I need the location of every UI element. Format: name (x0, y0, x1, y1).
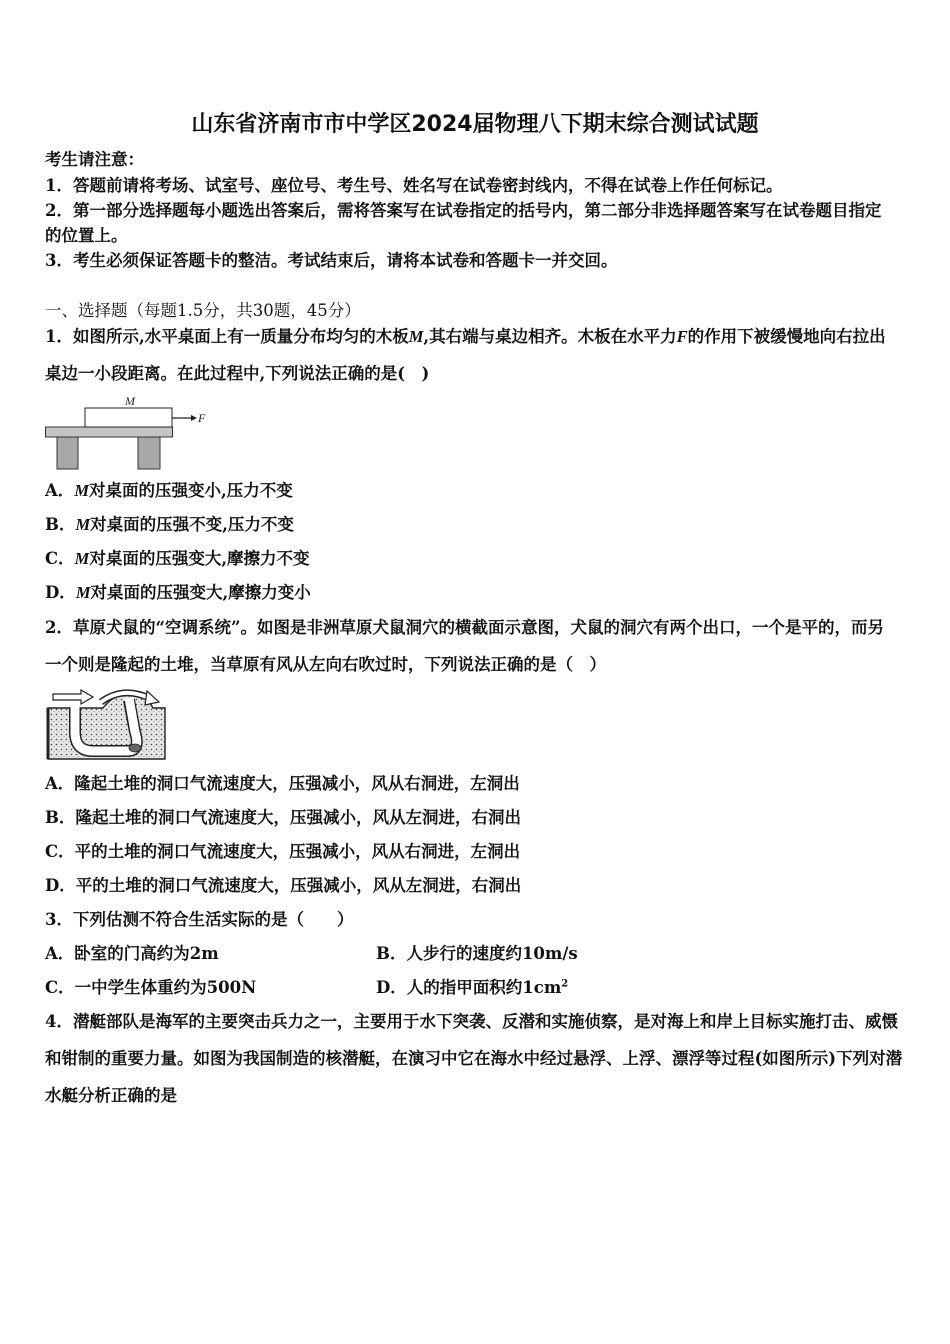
q1-option-d (45, 583, 311, 603)
wind-arrow-curved-head-icon (145, 691, 159, 705)
q1-stem-part-a: 1．如图所示,水平桌面上有一质量分布均匀的木板 (45, 327, 409, 346)
q4-stem-line-2: 和钳制的重要力量。如图为我国制造的核潜艇，在演习中它在海水中经过悬浮、上浮、漂浮等过程(如图所示)下列对潜 (45, 1049, 903, 1068)
q1-stem-part-c: 的作用下被缓慢地向右拉出 (687, 327, 886, 346)
q1-option-b-text: 对桌面的压强不变,压力不变 (90, 515, 294, 534)
q3-stem: 3．下列估测不符合生活实际的是（ ） (45, 910, 354, 929)
q3-option-b: B．人步行的速度约10m/s (376, 944, 578, 963)
board-label: M (125, 395, 135, 408)
q3-option-d-superscript: 2 (561, 978, 569, 990)
q3-option-c: C．一中学生体重约为500N (45, 978, 257, 997)
q1-stem-line-2: 桌边一小段距离。在此过程中,下列说法正确的是( ) (45, 364, 430, 383)
q1-option-a-var: M (74, 481, 89, 500)
q1-figure-table-board (45, 395, 210, 471)
wind-arrow-left-icon (53, 690, 93, 704)
q1-option-d-key: D． (45, 583, 76, 602)
wooden-board (85, 408, 172, 427)
q2-figure-burrow (45, 688, 169, 762)
q2-stem-line-2: 一个则是隆起的土堆，当草原有风从左向右吹过时，下列说法正确的是（ ） (45, 655, 606, 674)
table-leg-right (138, 437, 160, 469)
q4-stem-line-3: 水艇分析正确的是 (45, 1086, 177, 1105)
q1-option-a-key: A． (45, 481, 75, 500)
q1-option-c (45, 549, 310, 569)
prairie-dog-icon (129, 744, 141, 752)
q1-stem-part-b: ,其右端与桌边相齐。木板在水平力 (423, 327, 677, 346)
force-label: F (198, 411, 206, 425)
q3-option-d-text: D．人的指甲面积约1cm (376, 978, 562, 997)
q1-option-a-text: 对桌面的压强变小,压力不变 (88, 481, 293, 500)
force-arrow-head (191, 415, 197, 421)
q2-stem-line-1: 2．草原犬鼠的“空调系统”。如图是非洲草原犬鼠洞穴的横截面示意图，犬鼠的洞穴有两个出口，一个是平的，而另 (45, 618, 884, 637)
q1-option-b (45, 515, 294, 535)
q1-option-b-var: M (75, 515, 91, 534)
q2-option-c: C．平的土堆的洞口气流速度大，压强减小，风从右洞进，左洞出 (45, 842, 521, 861)
notice-line-3: 3．考生必须保证答题卡的整洁。考试结束后，请将本试卷和答题卡一并交回。 (45, 251, 618, 270)
q1-option-c-text: 对桌面的压强变大,摩擦力不变 (89, 549, 310, 568)
page-title: 山东省济南市市中学区2024届物理八下期末综合测试试题 (191, 112, 759, 137)
q1-var-m: M (408, 327, 424, 346)
q3-option-d (376, 978, 568, 998)
notice-line-2b: 的位置上。 (45, 226, 128, 245)
notice-line-1: 1．答题前请将考场、试室号、座位号、考生号、姓名写在试卷密封线内，不得在试卷上作任何标记。 (45, 176, 783, 195)
notice-heading: 考生请注意： (45, 150, 144, 169)
q3-option-a: A．卧室的门高约为2m (45, 944, 219, 963)
section-heading: 一、选择题（每题1.5分，共30题，45分） (45, 301, 361, 320)
q1-option-a (45, 481, 293, 501)
q1-option-c-var: M (74, 549, 90, 568)
q2-option-b: B．隆起土堆的洞口气流速度大，压强减小，风从左洞进，右洞出 (45, 808, 521, 827)
q4-stem-line-1: 4．潜艇部队是海军的主要突击兵力之一，主要用于水下突袭、反潜和实施侦察，是对海上和岸上目标实施打击、威慑 (45, 1012, 898, 1031)
q1-var-f: F (676, 327, 688, 346)
q1-option-c-key: C． (45, 549, 75, 568)
table-leg-left (57, 437, 78, 469)
q1-stem-line-1 (45, 327, 886, 347)
q1-option-b-key: B． (45, 515, 76, 534)
q1-option-d-var: M (75, 583, 91, 602)
notice-line-2a: 2．第一部分选择题每小题选出答案后，需将答案写在试卷指定的括号内，第二部分非选择题答案写在试卷题目指定 (45, 201, 882, 220)
q2-option-a: A．隆起土堆的洞口气流速度大，压强减小，风从右洞进，左洞出 (45, 774, 520, 793)
q1-option-d-text: 对桌面的压强变大,摩擦力变小 (90, 583, 311, 602)
q2-option-d: D．平的土堆的洞口气流速度大，压强减小，风从左洞进，右洞出 (45, 876, 522, 895)
table-top (46, 427, 173, 437)
